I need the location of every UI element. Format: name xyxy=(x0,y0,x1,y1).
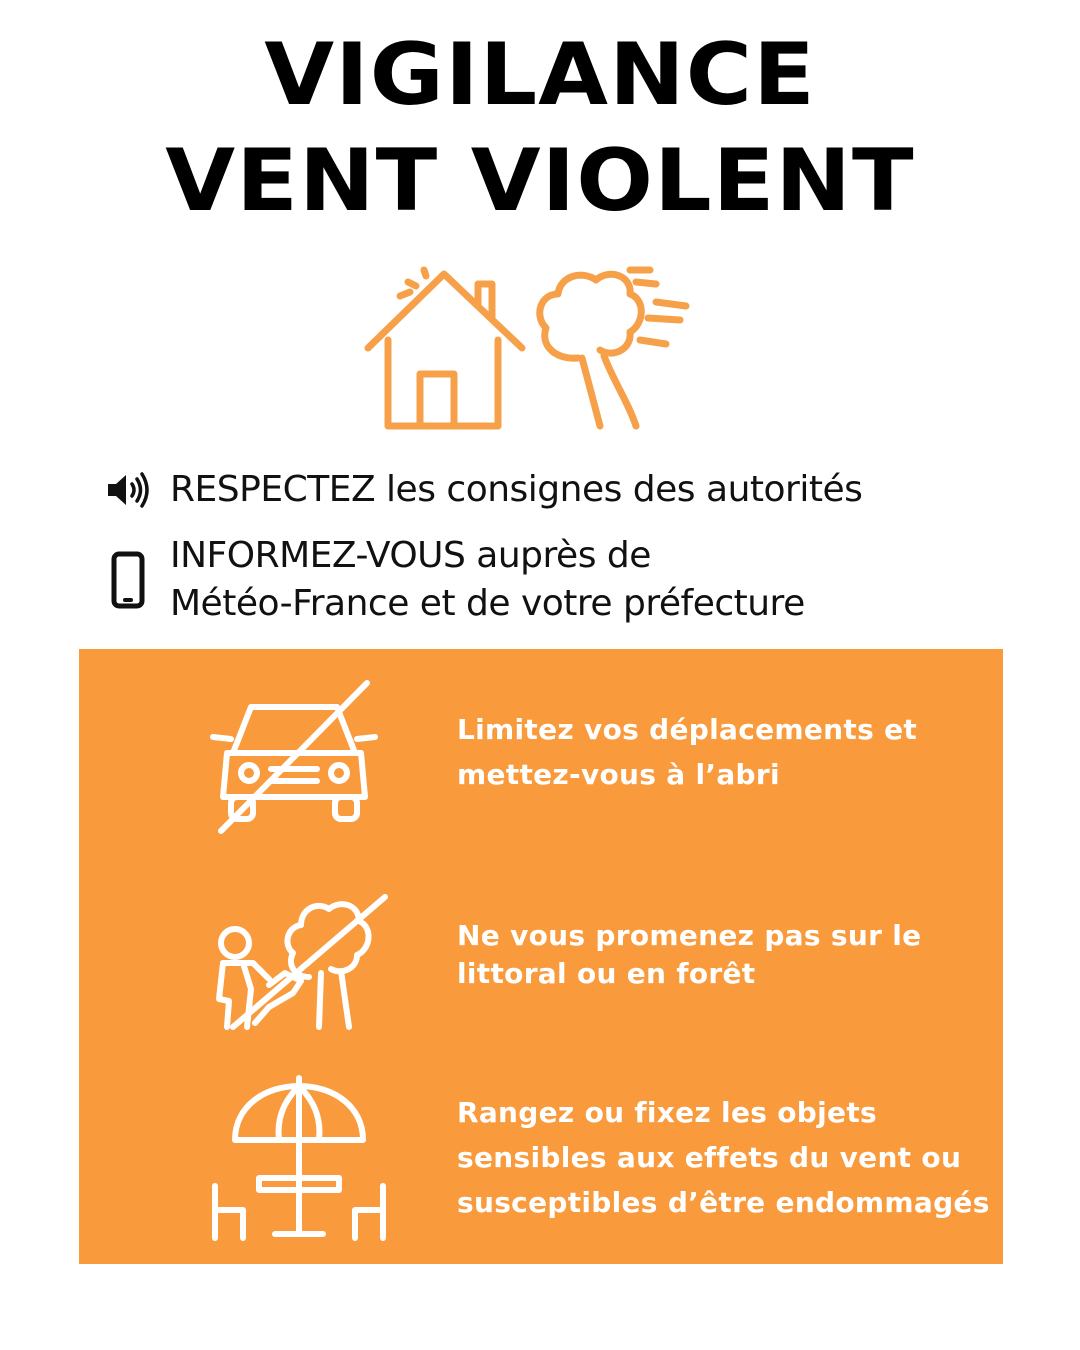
panel-text-travel xyxy=(457,707,917,797)
panel-text-objects-line-3: susceptibles d’être endommagés xyxy=(457,1186,990,1219)
safety-panel xyxy=(79,649,1003,1264)
panel-text-travel-line-1: Limitez vos déplacements et xyxy=(457,713,918,746)
panel-text-walk-line-1: Ne vous promenez pas sur le xyxy=(457,919,922,952)
no-walk-forest-icon xyxy=(209,877,389,1037)
panel-text-objects-line-2: sensibles aux effets du vent ou xyxy=(457,1141,962,1174)
house-icon xyxy=(368,270,522,426)
advice-row-respect xyxy=(100,462,862,518)
page-title xyxy=(0,22,1080,234)
panel-text-objects-line-1: Rangez ou fixez les objets xyxy=(457,1096,877,1129)
advice-bold-respect: RESPECTEZ xyxy=(170,469,376,510)
smartphone-icon xyxy=(100,530,156,630)
advice-line2-inform: Météo-France et de votre préfecture xyxy=(170,583,805,624)
no-car-icon xyxy=(209,677,379,837)
hero-illustration xyxy=(360,262,700,437)
advice-text-inform xyxy=(170,532,805,628)
advice-text-respect xyxy=(170,466,862,514)
panel-text-travel-line-2: mettez-vous à l’abri xyxy=(457,758,780,791)
advice-bold-inform: INFORMEZ-VOUS xyxy=(170,535,466,576)
advice-rest-inform: auprès de xyxy=(465,535,651,576)
panel-text-walk xyxy=(457,917,921,993)
advice-row-inform xyxy=(100,530,805,630)
speaker-icon xyxy=(100,462,156,518)
title-line-2: VENT VIOLENT xyxy=(165,131,915,231)
title-line-1: VIGILANCE xyxy=(264,25,816,125)
panel-text-walk-line-2: littoral ou en forêt xyxy=(457,957,756,990)
windy-tree-icon xyxy=(540,270,686,426)
advice-rest-respect: les consignes des autorités xyxy=(375,469,863,510)
parasol-table-icon xyxy=(209,1074,389,1244)
panel-text-objects xyxy=(457,1090,990,1225)
